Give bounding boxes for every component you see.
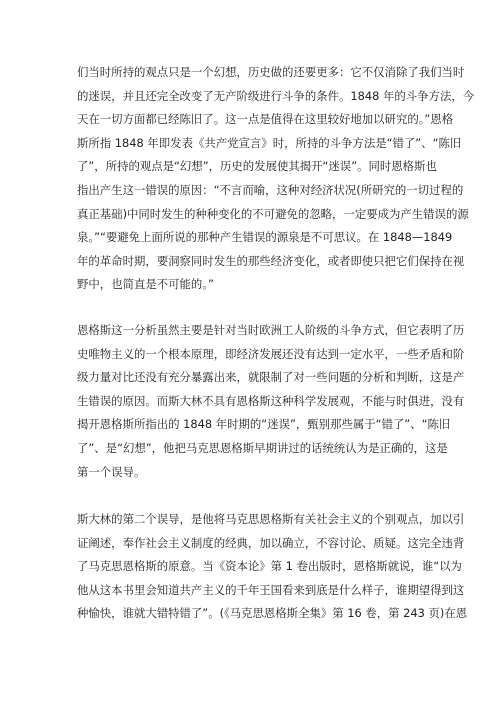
text-line: 年的革命时期，要洞察同时发生的那些经济变化，或者即使只把它们保持在视	[77, 253, 465, 268]
text-line: 斯大林的第二个误导，是他将马克思恩格斯有关社会主义的个别观点，加以引	[77, 512, 465, 526]
text-line: 的迷误，并且还完全改变了无产阶级进行斗争的条件。1848 年的斗争方法，今	[77, 88, 475, 103]
text-line: 真正基础)中同时发生的种种变化的不可避免的忽略，一定要成为产生错误的源	[77, 206, 469, 221]
text-line: 级力量对比还没有充分暴露出来，就限制了对一些问题的分析和判断，这是产	[77, 370, 465, 385]
text-line: 种愉快，谁就大错特错了”。(《马克思恩格斯全集》第 16 卷，第 243 页)在恩	[77, 606, 468, 621]
text-line: 们当时所持的观点只是一个幻想，历史做的还要更多：它不仅消除了我们当时	[77, 65, 465, 79]
text-line: 证阐述，奉作社会主义制度的经典，加以确立，不容讨论、质疑。这完全违背	[77, 535, 465, 550]
text-line: 了”，所持的观点是“幻想”，历史的发展使其揭开“迷误”。同时恩格斯也	[77, 159, 437, 174]
text-line: 天在一切方面都已经陈旧了。这一点是值得在这里较好地加以研究的。”恩格	[77, 112, 454, 127]
text-line: 指出产生这一错误的原因：“不言而喻，这种对经济状况(所研究的一切过程的	[77, 182, 464, 197]
text-line: 了”、是“幻想”，他把马克思恩格斯早期讲过的话统统认为是正确的，这是	[77, 440, 448, 455]
text-line: 恩格斯这一分析虽然主要是针对当时欧洲工人阶级的斗争方式，但它表明了历	[77, 323, 465, 337]
text-line: 揭开恩格斯所指出的 1848 年时期的“迷误”，甄别那些属于“错了”、“陈旧	[77, 417, 451, 432]
text-line: 了马克思恩格斯的原意。当《资本论》第 1 卷出版时，恩格斯就说，谁“以为	[77, 559, 462, 574]
text-line: 斯所指 1848 年即发表《共产党宣言》时，所持的斗争方法是“错了”、“陈旧	[77, 135, 462, 150]
text-line: 泉。”“要避免上面所说的那种产生错误的源泉是不可思议。在 1848—1849	[77, 230, 453, 245]
text-line: 史唯物主义的一个根本原理，即经济发展还没有达到一定水平，一些矛盾和阶	[77, 346, 465, 361]
paragraph-second-misguidance	[77, 508, 468, 626]
text-line: 他从这本书里会知道共产主义的千年王国看来到底是什么样子，谁期望得到这	[77, 582, 465, 597]
paragraph-engels-quote	[77, 61, 475, 297]
text-line: 生错误的原因。而斯大林不具有恩格斯这种科学发展观，不能与时俱进，没有	[77, 393, 465, 408]
text-line: 第一个误导。	[77, 464, 146, 479]
paragraph-first-misguidance	[77, 319, 465, 484]
text-line: 野中，也简直是不可能的。”	[77, 277, 214, 292]
